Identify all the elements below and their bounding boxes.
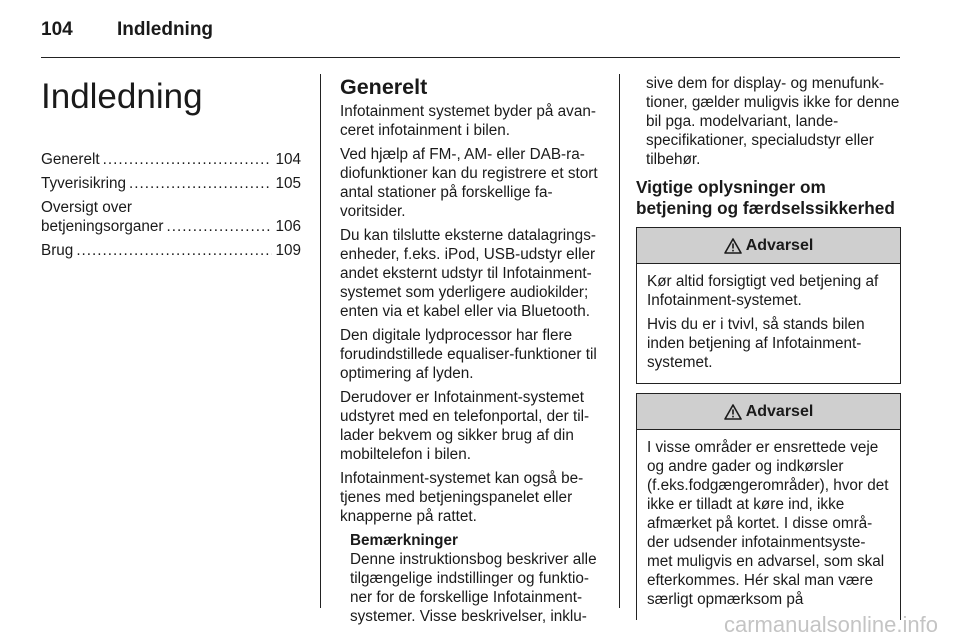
warning-label: Advarsel (745, 237, 814, 254)
note-continuation: sive dem for display- og menufunk-tioner, gælder muligvis ikke for denne bil pga. modelvariant, lande-specifikationer, specialudstyr eller tilbehør. (646, 75, 900, 168)
note-heading: Bemærkninger (350, 532, 458, 549)
warning-body (637, 430, 900, 620)
toc-leader (76, 241, 272, 260)
toc-leader (129, 174, 272, 193)
note-block (350, 531, 604, 626)
warning-header (637, 394, 900, 430)
watermark: carmanualsonline.info (723, 612, 938, 637)
section-heading: Generelt (340, 75, 428, 99)
paragraph: Ved hjælp af FM-, AM- eller DAB-ra-diofunktioner kan du registrere et stort antal stationer på forskellige fa-voritsider. (340, 146, 598, 220)
warning-label: Advarsel (745, 403, 814, 420)
toc-entry-tyverisikring[interactable] (41, 174, 301, 193)
toc-entry-oversigt[interactable] (41, 198, 301, 236)
toc-page: 104 (275, 151, 301, 168)
toc-entry-generelt[interactable] (41, 150, 301, 169)
paragraph: Du kan tilslutte eksterne datalagrings-enheder, f.eks. iPod, USB-udstyr eller andet eksternt udstyr til Infotainment-systemet som yderligere audiokilder; enten via et kabel eller via Bluetooth. (340, 227, 596, 320)
paragraph: Infotainment systemet byder på avan-ceret infotainment i bilen. (340, 103, 596, 139)
subsection-heading: Vigtige oplysninger om betjening og færdselssikkerhed (636, 177, 895, 218)
warning-text: Hvis du er i tvivl, så stands bilen inden betjening af Infotainment-systemet. (647, 316, 865, 371)
safety-column (636, 74, 901, 620)
warning-box (636, 393, 901, 620)
warning-text: Kør altid forsigtigt ved betjening af Infotainment-systemet. (647, 273, 879, 309)
column-divider-left (320, 74, 321, 608)
warning-body (637, 264, 900, 383)
paragraph: Infotainment-systemet kan også be-tjenes med betjeningspanelet eller knapperne på rattet. (340, 470, 584, 525)
toc-leader (166, 217, 272, 236)
table-of-contents (41, 150, 301, 260)
toc-label-line1: Oversigt over (41, 199, 132, 216)
warning-triangle-icon (724, 404, 742, 420)
toc-label: Generelt (41, 151, 100, 168)
header-rule (41, 57, 900, 58)
warning-text: I visse områder er ensrettede veje og andre gader og indkørsler (f.eks.fodgængerområder), hvor det ikke er tilladt at køre ind, ikke afmærket på kortet. I disse områ-der udsender infotainmentsyste-met muligvis en advarsel, som skal efterkommes. Hér skal man være særligt opmærksom på (647, 439, 889, 608)
toc-column (41, 74, 301, 265)
toc-label: Brug (41, 242, 74, 259)
toc-label-line2: betjeningsorganer (41, 218, 164, 235)
page-number: 104 (41, 19, 73, 40)
generelt-column (340, 74, 604, 626)
toc-label: Tyverisikring (41, 175, 126, 192)
warning-header (637, 228, 900, 264)
column-divider-right (619, 74, 620, 608)
toc-page: 109 (275, 242, 301, 259)
warning-triangle-icon (724, 238, 742, 254)
running-chapter-title: Indledning (117, 19, 214, 40)
paragraph: Den digitale lydprocessor har flere forudindstillede equaliser-funktioner til optimering af lyden. (340, 327, 597, 382)
paragraph: Derudover er Infotainment-systemet udstyret med en telefonportal, der til-lader bekvem og sikker brug af din mobiltelefon i bilen. (340, 389, 590, 463)
chapter-title: Indledning (41, 77, 203, 116)
toc-page: 105 (275, 175, 301, 192)
toc-entry-brug[interactable] (41, 241, 301, 260)
toc-page: 106 (275, 218, 301, 235)
toc-leader (103, 150, 273, 169)
note-text: Denne instruktionsbog beskriver alle tilgængelige indstillinger og funktio-ner for de forskellige Infotainment-systemer. Visse beskrivelser, inklu- (350, 551, 597, 625)
warning-box (636, 227, 901, 384)
